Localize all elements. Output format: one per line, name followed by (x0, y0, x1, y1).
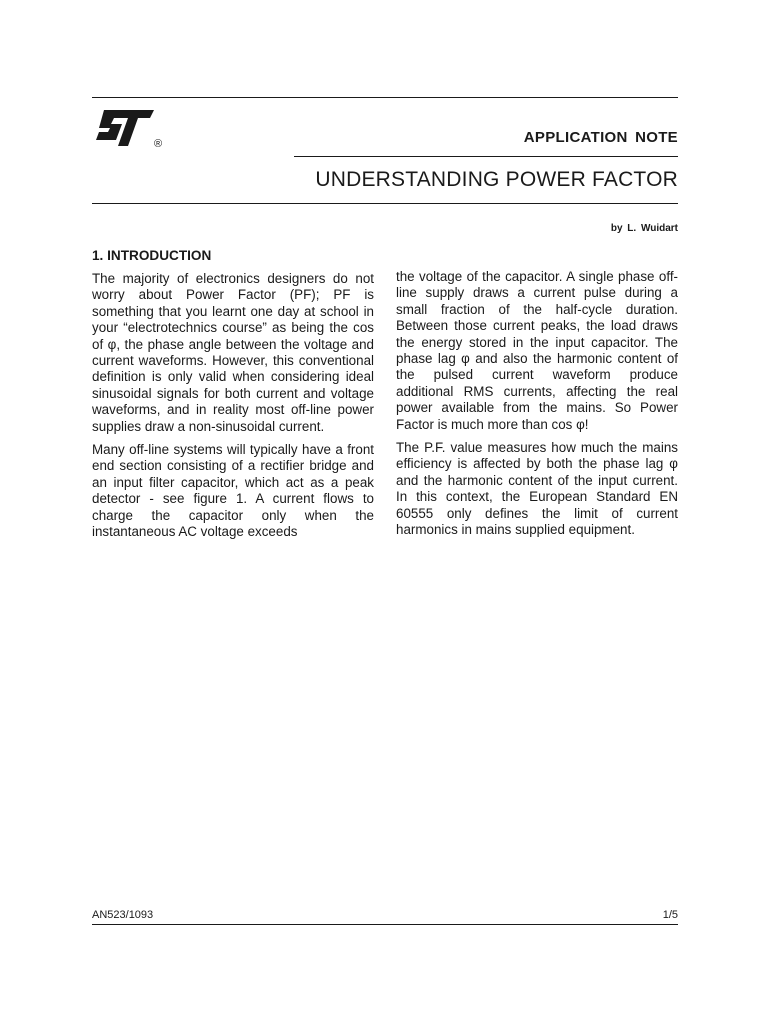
author-byline: by L. Wuidart (610, 223, 678, 234)
right-column (396, 269, 678, 546)
st-logo-icon (92, 106, 162, 150)
top-rule (92, 97, 678, 98)
section-heading: 1. INTRODUCTION (92, 248, 212, 263)
registered-mark: ® (154, 138, 163, 150)
document-title: UNDERSTANDING POWER FACTOR (315, 168, 678, 191)
paragraph: The majority of electronics designers do not worry about Power Factor (PF); PF is something that you learnt one day at school in your “electrotechnics course” as being the cos of φ, the phase angle between the voltage and current waveforms. However, this conventional definition is only valid when considering ideal sinusoidal signals for both current and voltage waveforms, and in reality most off-line power supplies draw a non-sinusoidal current. (92, 271, 374, 434)
header-divider (294, 156, 678, 157)
document-code: AN523/1093 (92, 909, 154, 921)
page-number: 1/5 (662, 909, 678, 921)
document-type: APPLICATION NOTE (523, 129, 678, 146)
footer-rule (92, 924, 678, 925)
paragraph: the voltage of the capacitor. A single phase off-line supply draws a current pulse during a small fraction of the half-cycle duration. Between those current peaks, the load draws the energy stored in the input capacitor. The phase lag φ and also the harmonic content of the pulsed current waveform produce additional RMS currents, affecting the real power available from the mains. So Power Factor is much more than cos φ! (396, 269, 678, 432)
left-column (92, 247, 374, 548)
paragraph: The P.F. value measures how much the mains efficiency is affected by both the phase lag φ and the harmonic content of the input current. In this context, the European Standard EN 60555 only defines the limit of current harmonics in mains supplied equipment. (396, 440, 678, 538)
paragraph: Many off-line systems will typically have a front end section consisting of a rectifier bridge and an input filter capacitor, which act as a peak detector - see figure 1. A current flows to charge the capacitor only when the instantaneous AC voltage exceeds (92, 442, 374, 540)
title-rule (92, 203, 678, 204)
